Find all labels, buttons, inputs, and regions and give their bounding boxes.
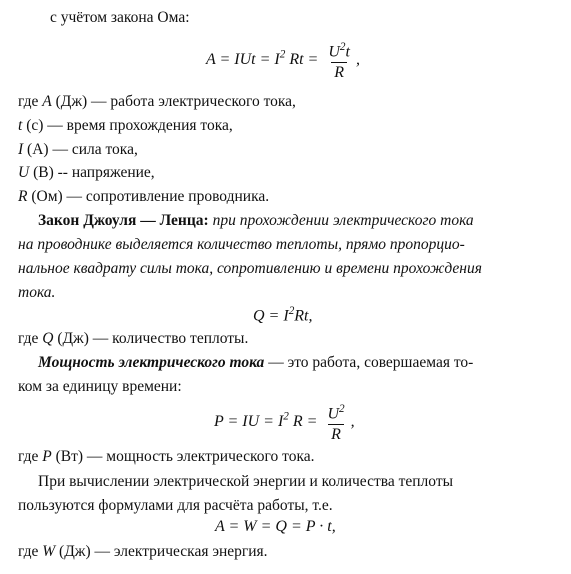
intro-line (50, 8, 190, 28)
power-line-2: ком за единицу времени: (18, 378, 182, 395)
joule-lenz-line-3: нальное квадрату силы тока, сопротивлению и времени прохождения (18, 260, 482, 277)
formula-work: A = IUt = $I^2$ Rt = $\frac{U^2t}{R}$ , (206, 38, 360, 82)
formula-power: P = IU = $I^2$ R = $\frac{U^2}{R}$ , (214, 400, 355, 444)
definition-q: где Q (Дж) — количество теплоты. (18, 330, 249, 347)
definition-i: I (А) — сила тока, (18, 141, 138, 158)
calc-line-2: пользуются формулами для расчёта работы, т.е. (18, 497, 333, 514)
definition-p: где P (Вт) — мощность электрического тока. (18, 448, 315, 465)
definition-u: U (В) -- напряжение, (18, 164, 155, 181)
formula-energy: A = W = Q = P · t, (215, 518, 336, 535)
fraction-u2t-over-r: $\frac{U^2t}{R}$ (328, 41, 350, 82)
power-line-1: Мощность электрического тока — это работа, совершаемая то- (38, 354, 474, 371)
joule-lenz-line-1: Закон Джоуля — Ленца: при прохождении электрического тока (38, 212, 474, 229)
power-title: Мощность электрического тока (38, 354, 265, 371)
joule-lenz-title: Закон Джоуля — Ленца: (38, 212, 209, 229)
definition-t: t (с) — время прохождения тока, (18, 117, 233, 134)
definition-a: где A (Дж) — работа электрического тока, (18, 93, 296, 110)
fraction-u2-over-r: $\frac{U^2}{R}$ (327, 403, 345, 444)
intro-text: с учётом закона Ома: (50, 9, 190, 26)
joule-lenz-line-2: на проводнике выделяется количество теплоты, прямо пропорцио- (18, 236, 465, 253)
calc-line-1: При вычислении электрической энергии и количества теплоты (38, 473, 454, 490)
definition-r: R (Ом) — сопротивление проводника. (18, 188, 270, 205)
formula-heat: $Q = I^2Rt$, (253, 305, 313, 325)
joule-lenz-line-4: тока. (18, 284, 56, 301)
definition-w: где W (Дж) — электрическая энергия. (18, 543, 268, 560)
